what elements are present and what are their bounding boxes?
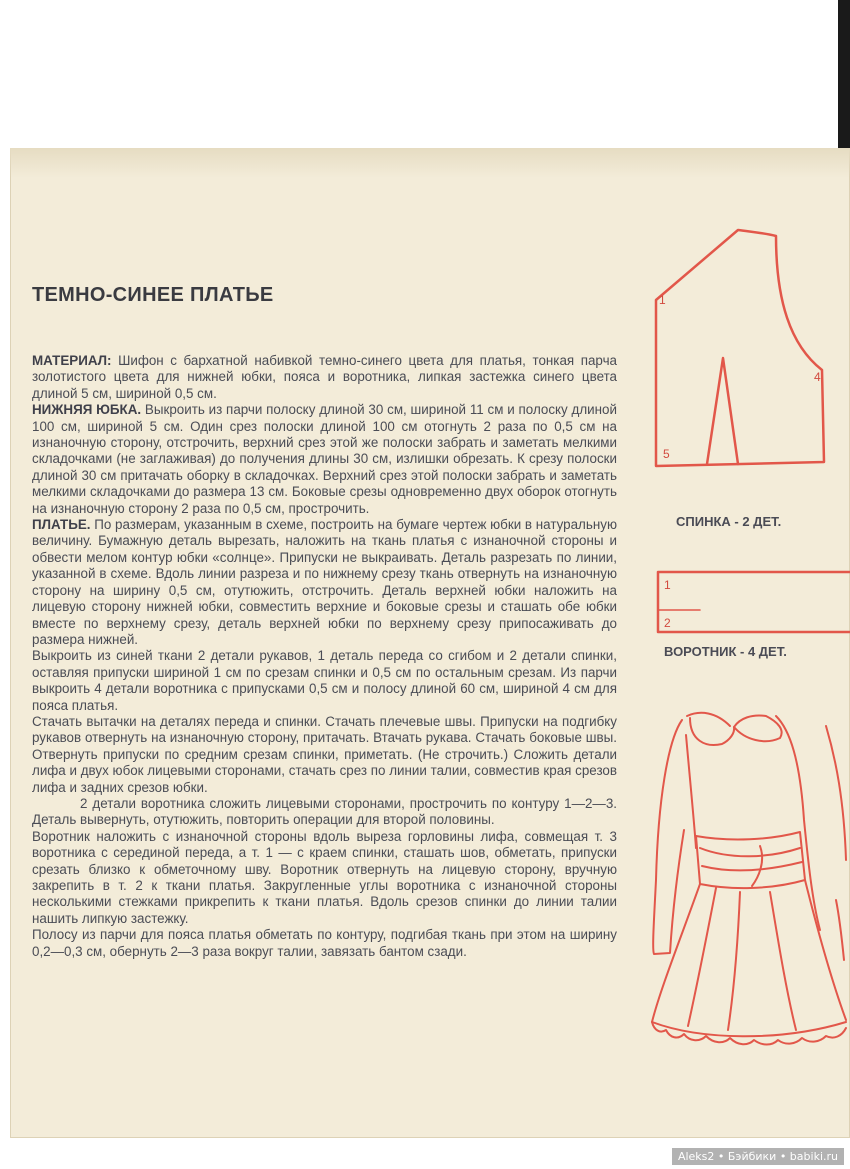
belt-paragraph: Полосу из парчи для пояса платья обметать по контуру, подгибая ткань при этом на ширину 0,2—0,3 см, обернуть 2—3 раза вокруг талии, завязать бантом сзади. xyxy=(32,927,617,959)
collar-pattern-outline xyxy=(658,572,850,632)
back-point-4: 4 xyxy=(814,370,821,384)
cutting-paragraph: Выкроить из синей ткани 2 детали рукавов, 1 деталь переда со сгибом и 2 детали спинки, оставляя припуски шириной 1 см по срезам спинки и 0,5 см по остальным срезам. Из парчи выкроить 4 детали воротника с припусками 0,5 см и полосу длиной 60 см, шириной 4 см для пояса платья. xyxy=(32,648,617,713)
back-point-5: 5 xyxy=(663,447,670,461)
underskirt-text: Выкроить из парчи полоску длиной 30 см, шириной 11 см и полоску длиной 100 см, шириной 5 см. Один срез полоски длиной 100 см отогнуть 2 раза по 0,5 см на изнаночную сторону, отстрочить, верхний срез этой же полоски забрать и заметать мелкими складочками (не заглаживая) до получения длины 30 см, излишки обрезать. К срезу полоски длиной 30 см притачать оборку в складочках. Верхний срез этой полоски забрать и заметать мелкими складочками до размера 13 см. Боковые срезы одновременно двух оборок отогнуть на изнаночную сторону 2 раза по 0,5 см, прострочить. xyxy=(32,402,617,516)
collar-point-1: 1 xyxy=(664,578,671,592)
back-pattern-caption: СПИНКА - 2 ДЕТ. xyxy=(676,514,782,529)
back-dart xyxy=(707,358,738,464)
collar-attach-paragraph: Воротник наложить с изнаночной стороны вдоль выреза горловины лифа, совмещая т. 3 воротника с серединой переда, а т. 1 — с краем спинки, сташать шов, обметать, припуски срезать близко к обметочному шву. Воротник отвернуть на лицевую сторону, вручную закрепить в т. 2 к ткани платья. Закругленные углы воротника с изнаночной стороны несколькими стежками прикрепить к ткани платья. Вдоль срезов спинки до линии талии нашить липкую застежку. xyxy=(32,828,617,926)
back-point-1: 1 xyxy=(659,293,666,307)
back-pattern-outline xyxy=(656,230,824,466)
page-title: ТЕМНО-СИНЕЕ ПЛАТЬЕ xyxy=(32,284,274,306)
collar-pattern-caption: ВОРОТНИК - 4 ДЕТ. xyxy=(664,644,787,659)
dress-text: По размерам, указанным в схеме, построить на бумаге чертеж юбки в натуральную величину. Бумажную деталь вырезать, наложить на ткань платья с изнаночной стороны и обвести мелом контур юбки «солнце». Припуски не выкраивать. Деталь разрезать по линии, указанной в схеме. Вдоль линии разреза и по нижнему срезу ткань отвернуть на изнаночную сторону на ширину 0,5 см, отутюжить, отстрочить. Деталь верхней юбки наложить на лицевую сторону нижней юбки, совместить верхние и боковые срезы и сташать обе юбки вместе по верхнему срезу, деталь верхней юбки по верхнему срезу припосаживать до размера нижней. xyxy=(32,517,617,647)
dress-heading: ПЛАТЬЕ. xyxy=(32,517,91,533)
sewing-paragraph: Стачать вытачки на деталях переда и спинки. Стачать плечевые швы. Припуски на подгибку рукавов отвернуть на изнаночную сторону, притачать. Втачать рукава. Стачать боковые швы. Отвернуть припуски по средним срезам спинки, приметать. (Не строчить.) Сложить детали лифа и двух юбок лицевыми сторонами, стачать срез по линии талии, совместив края срезов лифа и задних срезов юбки. xyxy=(32,713,617,795)
underskirt-heading: НИЖНЯЯ ЮБКА. xyxy=(32,402,142,418)
collar-paragraph: 2 детали воротника сложить лицевыми сторонами, прострочить по контуру 1—2—3. Деталь вывернуть, отутюжить, повторить операции для второй половины. xyxy=(32,795,617,828)
material-text: Шифон с бархатной набивкой темно-синего цвета для платья, тонкая парча золотистого цвета для нижней юбки, пояса и воротника, липкая застежка синего цвета длиной 5 см, шириной 0,5 см. xyxy=(32,353,617,401)
collar-point-2: 2 xyxy=(664,616,671,630)
material-heading: МАТЕРИАЛ: xyxy=(32,353,112,368)
dress-sketch xyxy=(652,713,846,1045)
watermark-footer: Aleks2 • Бэйбики • babiki.ru xyxy=(672,1148,844,1165)
